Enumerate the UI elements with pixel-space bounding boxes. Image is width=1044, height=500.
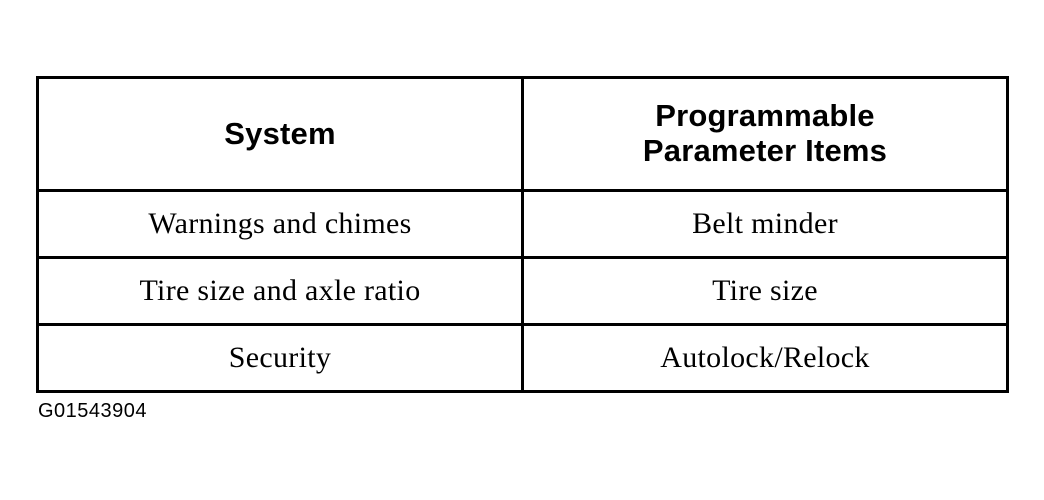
table-header [38, 78, 1008, 191]
cell-parameter: Tire size [523, 258, 1008, 325]
programmable-parameters-table [36, 76, 1009, 393]
cell-system: Security [38, 325, 523, 392]
cell-parameter: Autolock/Relock [523, 325, 1008, 392]
cell-system: Warnings and chimes [38, 191, 523, 258]
column-header-system-line-1: System [224, 115, 336, 151]
column-header-parameters-line-1: Programmable [655, 98, 875, 134]
table-row [38, 191, 1008, 258]
table-row [38, 258, 1008, 325]
programmable-parameters-table-container [36, 76, 1006, 393]
column-header-parameters [523, 78, 1008, 191]
cell-system: Tire size and axle ratio [38, 258, 523, 325]
table-row [38, 325, 1008, 392]
table-header-row [38, 78, 1008, 191]
cell-parameter: Belt minder [523, 191, 1008, 258]
column-header-system [38, 78, 523, 191]
table-body [38, 191, 1008, 392]
column-header-parameters-line-2: Parameter Items [642, 133, 888, 168]
figure-id-label: G01543904 [38, 400, 148, 422]
